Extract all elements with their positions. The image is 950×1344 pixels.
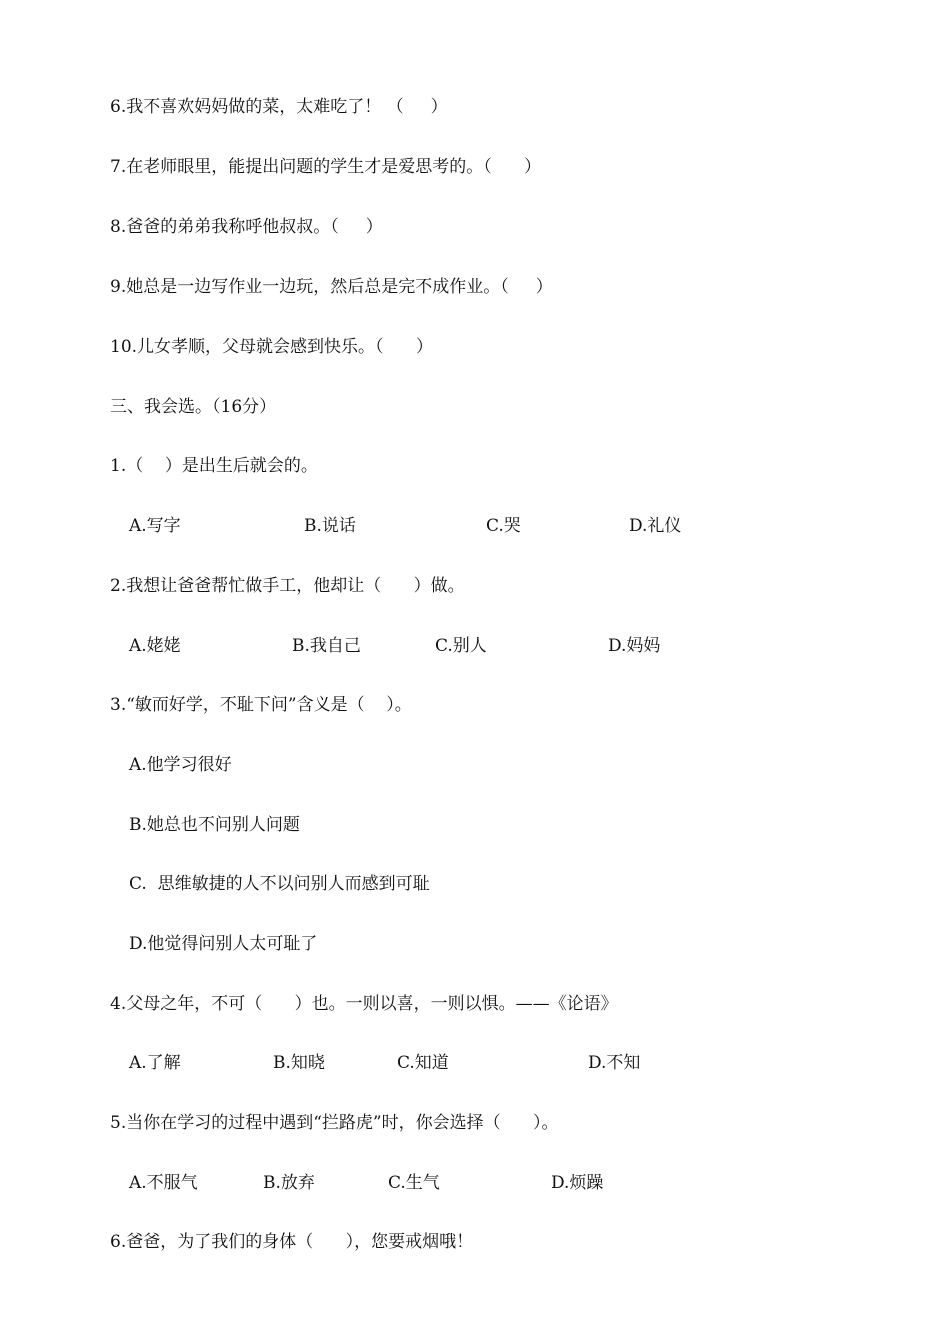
question-5-stem: 5.当你在学习的过程中遇到“拦路虎”时，你会选择（ ）。 — [110, 1113, 559, 1133]
question-3-stem: 3.“敏而好学，不耻下问”含义是（ ）。 — [110, 695, 412, 715]
judgement-item-10: 10.儿女孝顺，父母就会感到快乐。（ ） — [110, 337, 433, 357]
question-4-option-d: D.不知 — [588, 1053, 641, 1073]
question-1-option-b: B.说话 — [304, 516, 356, 536]
section-title: 三、我会选。（16分） — [110, 397, 277, 417]
question-3-option-a: A.他学习很好 — [129, 755, 232, 775]
question-4-option-c: C.知道 — [397, 1053, 449, 1073]
question-2-option-c: C.别人 — [435, 636, 487, 656]
question-4-option-b: B.知晓 — [273, 1053, 325, 1073]
question-2-option-a: A.姥姥 — [129, 636, 181, 656]
judgement-item-7: 7.在老师眼里，能提出问题的学生才是爱思考的。（ ） — [110, 157, 542, 177]
question-3-option-b: B.她总也不问别人问题 — [129, 815, 300, 835]
question-5-option-d: D.烦躁 — [551, 1173, 604, 1193]
judgement-item-6: 6.我不喜欢妈妈做的菜，太难吃了！ （ ） — [110, 97, 448, 117]
judgement-item-9: 9.她总是一边写作业一边玩，然后总是完不成作业。（ ） — [110, 277, 553, 297]
question-2-option-d: D.妈妈 — [608, 636, 661, 656]
question-5-option-a: A.不服气 — [129, 1173, 198, 1193]
question-5-option-b: B.放弃 — [263, 1173, 315, 1193]
question-2-stem: 2.我想让爸爸帮忙做手工，他却让（ ）做。 — [110, 576, 465, 596]
question-4-option-a: A.了解 — [129, 1053, 181, 1073]
question-1-stem: 1.（ ）是出生后就会的。 — [110, 456, 318, 476]
question-3-option-c: C. 思维敏捷的人不以问别人而感到可耻 — [129, 874, 430, 894]
question-2-option-b: B.我自己 — [292, 636, 361, 656]
question-1-option-d: D.礼仪 — [629, 516, 682, 536]
question-1-option-c: C.哭 — [486, 516, 521, 536]
question-5-option-c: C.生气 — [388, 1173, 440, 1193]
question-1-option-a: A.写字 — [129, 516, 181, 536]
question-3-option-d: D.他觉得问别人太可耻了 — [129, 934, 318, 954]
question-4-stem: 4.父母之年，不可（ ）也。一则以喜，一则以惧。——《论语》 — [110, 994, 618, 1014]
judgement-item-8: 8.爸爸的弟弟我称呼他叔叔。（ ） — [110, 217, 383, 237]
question-6-stem: 6.爸爸，为了我们的身体（ ），您要戒烟哦！ — [110, 1232, 474, 1252]
